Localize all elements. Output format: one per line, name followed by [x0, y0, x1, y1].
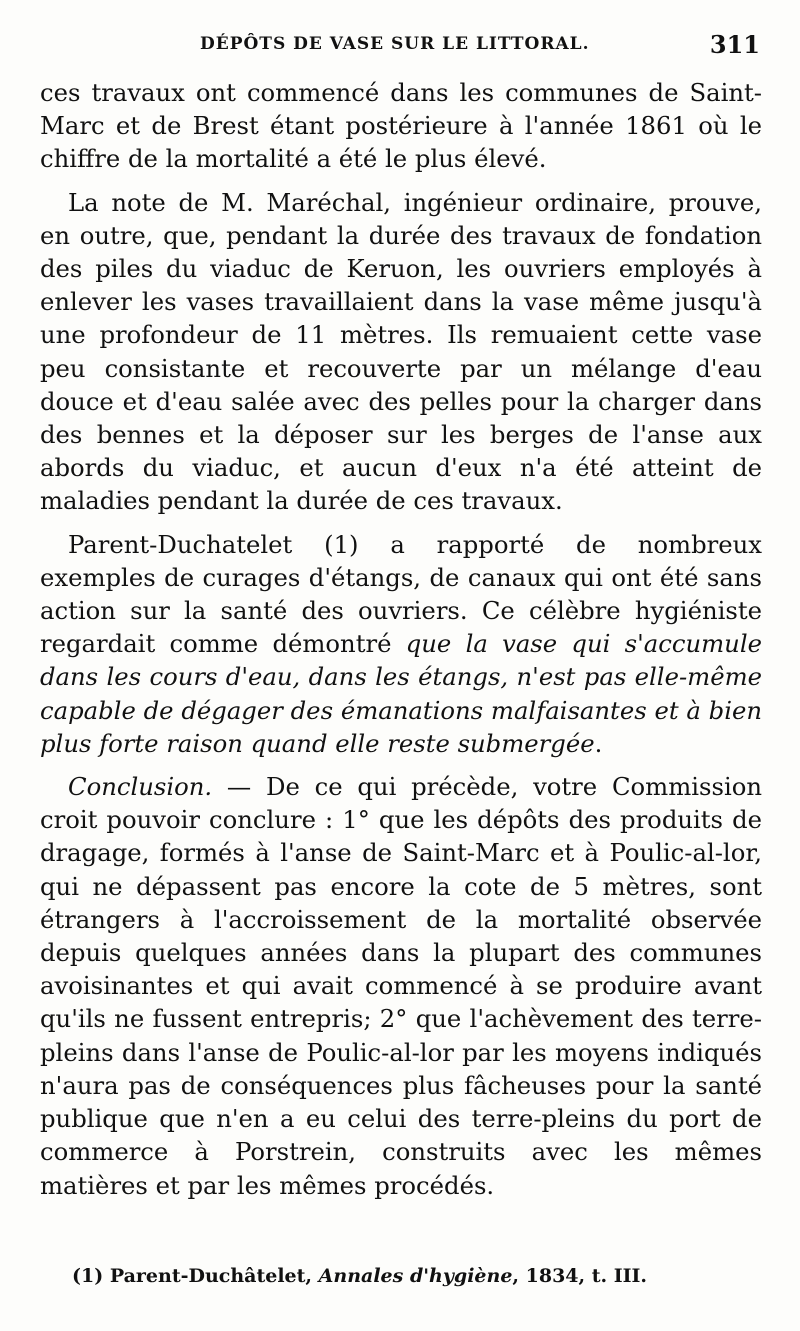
footnote-reference: , 1834, t. III. [512, 1265, 648, 1287]
conclusion-label: Conclusion. [68, 772, 213, 802]
paragraph-marechal-note: La note de M. Maréchal, ingénieur ordinaire, prouve, en outre, que, pendant la durée des travaux de fondation des piles du viaduc de Keruon, les ouvriers employés à enlever les vases travaillaient dans la vase même jusqu'à une profondeur de 11 mètres. Ils remuaient cette vase peu consistante et recouverte par un mélange d'eau douce et d'eau salée avec des pelles pour la charger dans des bennes et la déposer sur les berges de l'anse aux abords du viaduc, et aucun d'eux n'a été atteint de maladies pendant la durée de ces travaux. [40, 187, 762, 516]
italic-quotation: que la vase qui s'accumule dans les cours d'eau, dans les étangs, n'est pas elle-même capable de dégager des émanations malfaisantes et à bien plus forte raison quand elle reste submergée [40, 629, 762, 758]
paragraph-continuation: ces travaux ont commencé dans les communes de Saint-Marc et de Brest étant postérieure à l'année 1861 où le chiffre de la mortalité a été le plus élevé. [40, 78, 762, 174]
running-title: DÉPÔTS DE VASE SUR LE LITTORAL. [200, 34, 590, 54]
paragraph-text-end: . [594, 728, 603, 758]
footnote [72, 1265, 647, 1287]
paragraph-conclusion [40, 770, 762, 1202]
footnote-marker: (1) [72, 1265, 104, 1287]
conclusion-text: — De ce qui précède, votre Commission croit pouvoir conclure : 1° que les dépôts des produits de dragage, formés à l'anse de Saint-Marc et à Poulic-al-lor, qui ne dépassent pas encore la cote de 5 mètres, sont étrangers à l'accroissement de la mortalité observée depuis quelques années dans la plupart des communes avoisinantes et qui avait commencé à se produire avant qu'ils ne fussent entrepris; 2° que l'achèvement des terre-pleins dans l'anse de Poulic-al-lor par les moyens indiqués n'aura pas de conséquences plus fâcheuses pour la santé publique que n'en a eu celui des terre-pleins du port de commerce à Porstrein, construits avec les mêmes matières et par les mêmes procédés. [40, 772, 762, 1200]
paragraph-text: Parent-Duchatelet (1) a rapporté de nombreux exemples de curages d'étangs, de canaux qui ont été sans action sur la santé des ouvriers. Ce célèbre hygiéniste regardait comme démontré [40, 529, 762, 659]
footnote-author: Parent-Duchâtelet, [103, 1265, 319, 1287]
body-text [40, 76, 762, 1202]
paragraph-parent-duchatelet [40, 528, 762, 760]
running-header [40, 30, 760, 64]
page-number: 311 [709, 30, 760, 59]
footnote-work-title: Annales d'hygiène [318, 1265, 513, 1287]
